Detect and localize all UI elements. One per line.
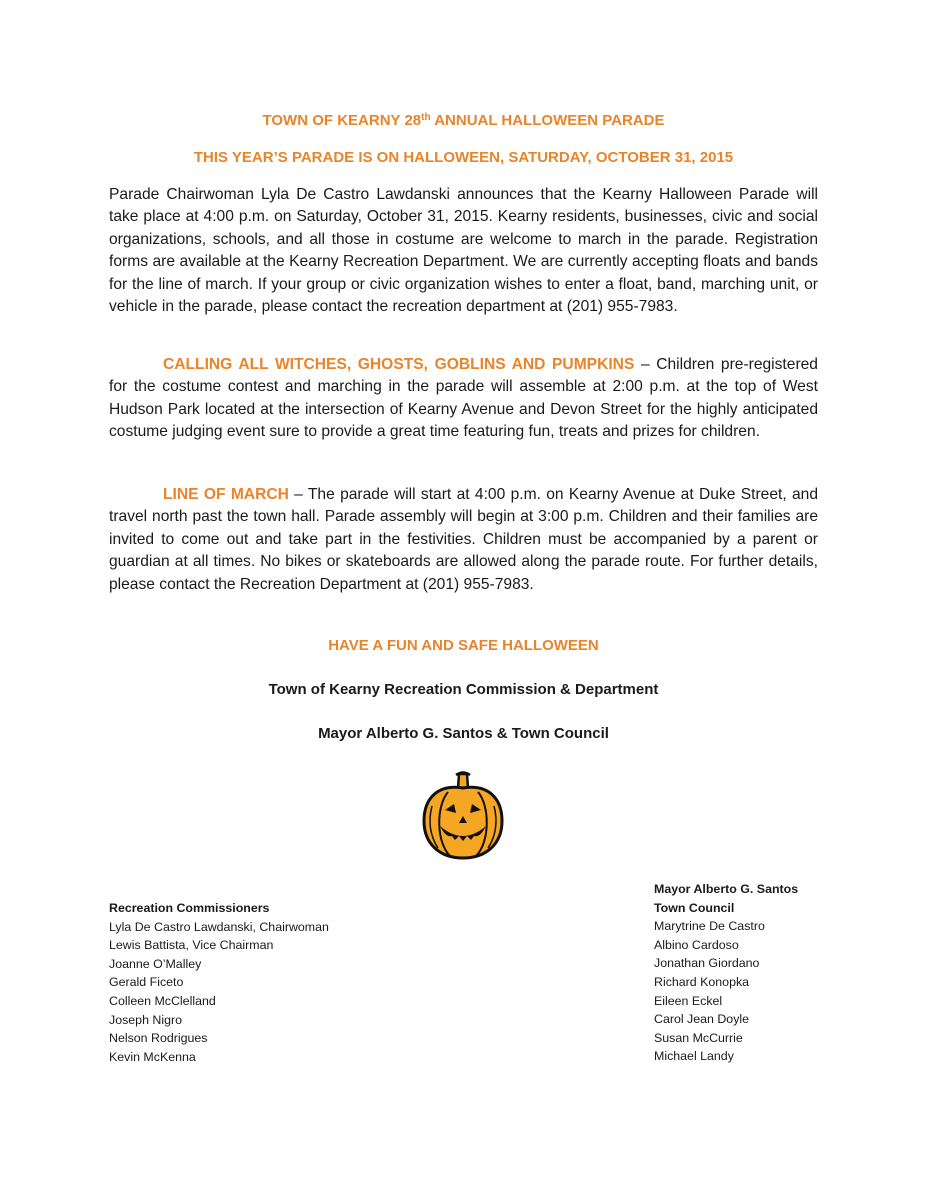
title-text-rest: ANNUAL HALLOWEEN PARADE xyxy=(430,112,665,129)
commissioner-name: Gerald Ficeto xyxy=(109,975,184,990)
commissioner-name: Joseph Nigro xyxy=(109,1012,183,1027)
march-heading: LINE OF MARCH xyxy=(163,486,289,503)
parade-title xyxy=(0,111,927,131)
commissioner-name: Lyla De Castro Lawdanski, Chairwoman xyxy=(109,919,329,934)
council-list xyxy=(654,880,798,1066)
council-title: Town Council xyxy=(654,900,735,915)
parade-subtitle: THIS YEAR’S PARADE IS ON HALLOWEEN, SATURDAY, OCTOBER 31, 2015 xyxy=(193,149,734,166)
commissioner-name: Kevin McKenna xyxy=(109,1049,196,1064)
mayor-council-line: Mayor Alberto G. Santos & Town Council xyxy=(318,725,609,742)
jack-o-lantern-icon xyxy=(418,766,508,866)
council-member-name: Carol Jean Doyle xyxy=(654,1012,750,1027)
commission-line: Town of Kearny Recreation Commission & Department xyxy=(268,681,659,698)
commissioners-list xyxy=(109,899,329,1066)
commissioner-name: Joanne O’Malley xyxy=(109,956,202,971)
council-member-name: Eileen Eckel xyxy=(654,993,723,1008)
pumpkin-stem xyxy=(458,774,468,788)
commissioners-title: Recreation Commissioners xyxy=(109,901,270,915)
commissioner-name: Nelson Rodrigues xyxy=(109,1031,208,1046)
council-member-name: Albino Cardoso xyxy=(654,937,739,952)
march-text: – The parade will start at 4:00 p.m. on Kearny Avenue at Duke Street, and travel north past the town hall. Parade assembly will begin at 3:00 p.m. Children and their families are invited to come out and take part in the festivities. Children must be accompanied by a parent or guardian at all times. No bikes or skateboards are allowed along the parade route. For further details, please contact the Recreation Department at (201) 955-7983. xyxy=(109,486,819,593)
intro-paragraph: Parade Chairwoman Lyla De Castro Lawdanski announces that the Kearny Halloween Parade will take place at 4:00 p.m. on Saturday, October 31, 2015. Kearny residents, businesses, civic and social organizations, schools, and all those in costume are welcome to march in the parade. Registration forms are available at the Kearny Recreation Department. We are currently accepting floats and bands for the line of march. If your group or civic organization wishes to enter a float, band, marching unit, or vehicle in the parade, please contact the recreation department at (201) 955-7983. xyxy=(109,186,818,316)
commissioner-name: Lewis Battista, Vice Chairman xyxy=(109,938,274,953)
commissioner-name: Colleen McClelland xyxy=(109,993,216,1008)
council-mayor: Mayor Alberto G. Santos xyxy=(654,882,799,896)
council-member-name: Jonathan Giordano xyxy=(654,956,760,971)
title-text-main: TOWN OF KEARNY 28 xyxy=(262,112,422,129)
calling-heading: CALLING ALL WITCHES, GHOSTS, GOBLINS AND PUMPKINS xyxy=(163,356,635,373)
halloween-slogan: HAVE A FUN AND SAFE HALLOWEEN xyxy=(328,637,599,654)
title-ordinal-suffix: th xyxy=(421,112,431,123)
calling-text: – Children pre-registered for the costume contest and marching in the parade will assemble at 2:00 p.m. at the top of West Hudson Park located at the intersection of Kearny Avenue and Devon Street for the highly anticipated costume judging event sure to provide a great time featuring fun, treats and prizes for children. xyxy=(109,356,818,441)
council-member-name: Richard Konopka xyxy=(654,974,750,989)
calling-paragraph xyxy=(109,354,818,444)
march-paragraph xyxy=(109,484,818,596)
council-member-name: Michael Landy xyxy=(654,1049,734,1064)
council-member-name: Marytrine De Castro xyxy=(654,919,765,934)
council-member-name: Susan McCurrie xyxy=(654,1030,743,1045)
